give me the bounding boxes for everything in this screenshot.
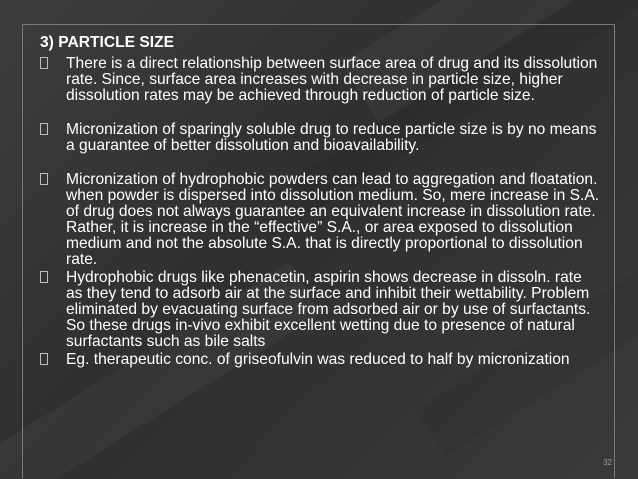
bullet-item: [40, 270, 600, 350]
bullet-box-icon: [40, 271, 48, 283]
section-heading: 3) PARTICLE SIZE: [40, 34, 175, 51]
bullet-box-icon: [40, 353, 48, 365]
bullet-text: Micronization of hydrophobic powders can lead to aggregation and floatation. when powder is dispersed into dissolution medium. So, mere increase in S.A. of drug does not always guarantee an equivalent increase in dissolution rate. Rather, it is increase in the “effective” S.A., or area exposed to dissolution medium and not the absolute S.A. that is directly proportional to dissolution rate.: [66, 171, 600, 268]
bullet-text: Hydrophobic drugs like phenacetin, aspirin shows decrease in dissoln. rate as they tend to adsorb air at the surface and inhibit their wettability. Problem eliminated by evacuating surface from adsorbed air or by use of surfactants. So these drugs in-vivo exhibit excellent wetting due to presence of natural surfactants such as bile salts: [66, 269, 591, 350]
bullet-text: There is a direct relationship between surface area of drug and its dissolution rate. Since, surface area increases with decrease in particle size, higher dissolution rates may be achieved through reduction of particle size.: [66, 55, 598, 104]
bullet-item: [40, 172, 600, 268]
bullet-box-icon: [40, 123, 48, 135]
bullet-box-icon: [40, 173, 48, 185]
bullet-item: [40, 122, 600, 154]
bullet-box-icon: [40, 57, 48, 69]
bullet-item: [40, 56, 600, 104]
bullet-item: [40, 352, 600, 368]
bullet-text: Eg. therapeutic conc. of griseofulvin was reduced to half by micronization: [66, 351, 570, 368]
page-number: 32: [603, 458, 612, 467]
slide-content: [40, 35, 600, 368]
bullet-text: Micronization of sparingly soluble drug to reduce particle size is by no means a guarantee of better dissolution and bioavailability.: [66, 121, 597, 154]
